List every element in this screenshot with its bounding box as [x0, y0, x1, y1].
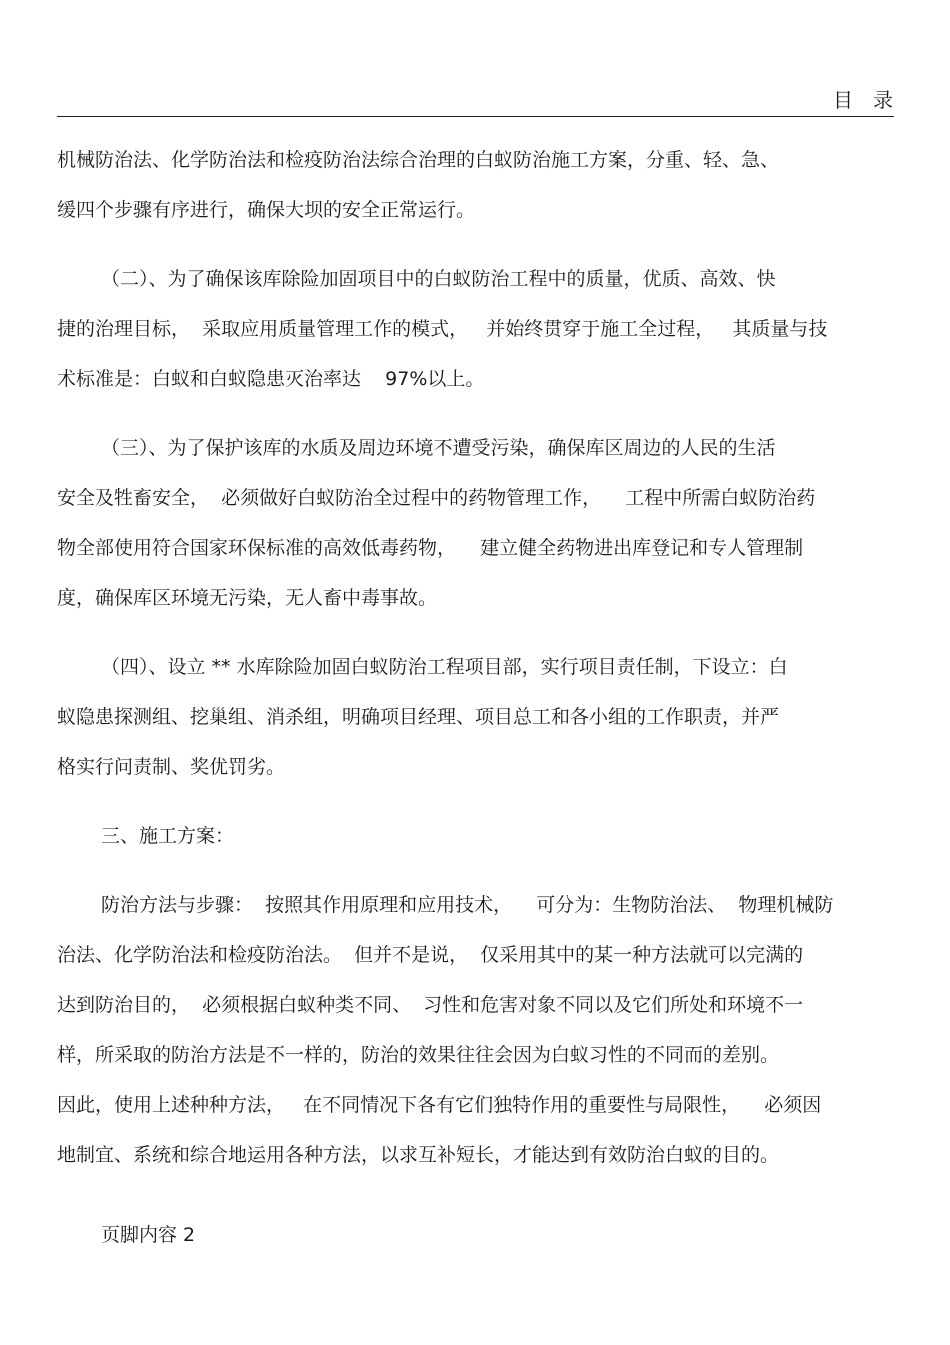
- body-line: 物全部使用符合国家环保标准的高效低毒药物， 建立健全药物进出库登记和专人管理制: [57, 537, 804, 559]
- body-line: 蚁隐患探测组、挖巢组、消杀组，明确项目经理、项目总工和各小组的工作职责，并严: [57, 706, 780, 728]
- body-line: 地制宜、系统和综合地运用各种方法，以求互补短长，才能达到有效防治白蚁的目的。: [57, 1144, 780, 1166]
- body-line: 因此，使用上述种种方法， 在不同情况下各有它们独特作用的重要性与局限性， 必须因: [57, 1094, 822, 1116]
- body-line: 达到防治目的， 必须根据白蚁种类不同、 习性和危害对象不同以及它们所处和环境不一: [57, 994, 804, 1016]
- page-footer: 页脚内容 2: [101, 1224, 196, 1246]
- body-line: （二）、为了确保该库除险加固项目中的白蚁防治工程中的质量，优质、高效、快: [101, 268, 776, 290]
- section-heading: 三、施工方案：: [101, 825, 235, 847]
- body-line: 度，确保库区环境无污染，无人畜中毒事故。: [57, 587, 438, 609]
- body-line: 格实行问责制、奖优罚劣。: [57, 756, 286, 778]
- body-line: 术标准是：白蚁和白蚁隐患灭治率达 97%以上。: [57, 368, 485, 390]
- body-line: 机械防治法、化学防治法和检疫防治法综合治理的白蚁防治施工方案，分重、轻、急、: [57, 149, 780, 171]
- body-line: 安全及牲畜安全， 必须做好白蚁防治全过程中的药物管理工作， 工程中所需白蚁防治药: [57, 487, 816, 509]
- body-line: 治法、化学防治法和检疫防治法。 但并不是说， 仅采用其中的某一种方法就可以完满的: [57, 944, 804, 966]
- body-line: 缓四个步骤有序进行，确保大坝的安全正常运行。: [57, 199, 476, 221]
- body-line: （三）、为了保护该库的水质及周边环境不遭受污染，确保库区周边的人民的生活: [101, 437, 776, 459]
- body-line: 样，所采取的防治方法是不一样的，防治的效果往往会因为白蚁习性的不同而的差别。: [57, 1044, 780, 1066]
- body-line: 防治方法与步骤： 按照其作用原理和应用技术， 可分为：生物防治法、 物理机械防: [101, 894, 834, 916]
- header-title: 目录: [833, 88, 913, 112]
- body-line: （四）、设立 ** 水库除险加固白蚁防治工程项目部，实行项目责任制，下设立：白: [101, 656, 788, 678]
- header-rule: [57, 116, 894, 117]
- body-line: 捷的治理目标， 采取应用质量管理工作的模式， 并始终贯穿于施工全过程， 其质量与技: [57, 318, 828, 340]
